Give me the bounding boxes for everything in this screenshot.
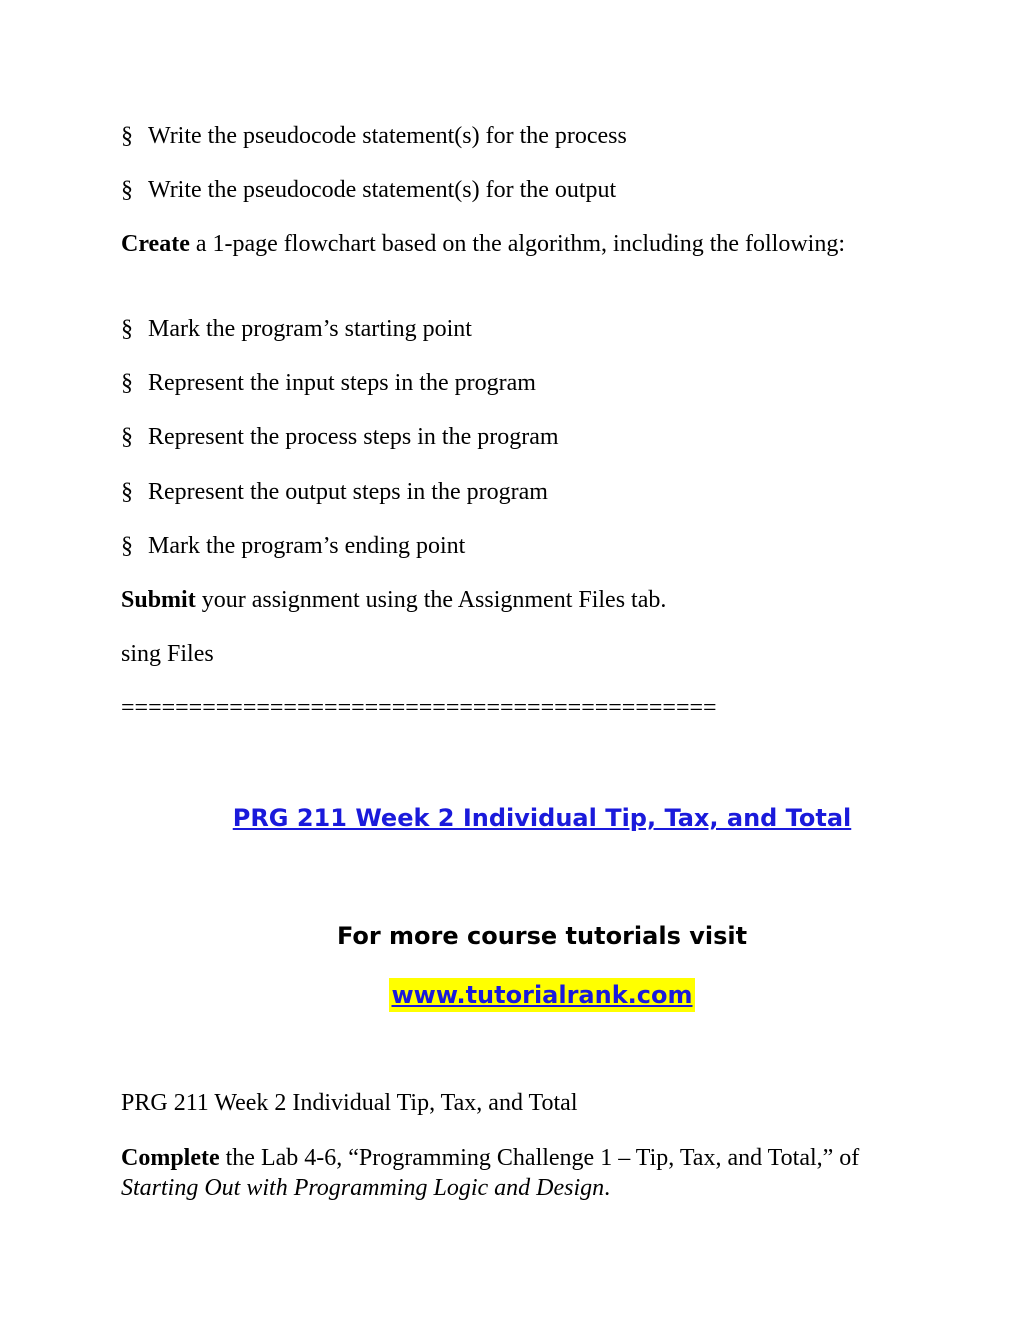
- course-title-link[interactable]: PRG 211 Week 2 Individual Tip, Tax, and Total: [232, 804, 852, 832]
- submit-keyword: Submit: [121, 587, 196, 613]
- tutorials-heading: For more course tutorials visit: [336, 922, 748, 950]
- bullet-text: Represent the output steps in the program: [148, 479, 548, 505]
- bullet-symbol: §: [121, 123, 133, 149]
- bullet-item: [121, 422, 559, 452]
- bullet-symbol: §: [121, 424, 133, 450]
- assignment-title: PRG 211 Week 2 Individual Tip, Tax, and Total: [121, 1090, 578, 1116]
- bullet-symbol: §: [121, 533, 133, 559]
- bullet-text: Write the pseudocode statement(s) for the output: [148, 177, 617, 203]
- create-text: a 1-page flowchart based on the algorithm, including the following:: [189, 231, 846, 257]
- site-link-wrapper: [0, 978, 1024, 1012]
- submit-paragraph: [121, 585, 666, 615]
- bullet-text: Represent the input steps in the program: [148, 370, 536, 396]
- complete-paragraph: [121, 1143, 861, 1203]
- bullet-item: [121, 368, 536, 398]
- create-paragraph: [121, 229, 881, 259]
- create-keyword: Create: [121, 231, 190, 257]
- bullet-text: Mark the program’s starting point: [148, 316, 472, 342]
- complete-keyword: Complete: [121, 1145, 220, 1171]
- separator-line: ============================================: [121, 695, 717, 721]
- bullet-item: [121, 477, 548, 507]
- bullet-item: [121, 531, 465, 561]
- bullet-symbol: §: [121, 316, 133, 342]
- bullet-symbol: §: [121, 479, 133, 505]
- bullet-item: [121, 314, 472, 344]
- bullet-item: [121, 121, 627, 151]
- bullet-text: Write the pseudocode statement(s) for the process: [148, 123, 627, 149]
- complete-text: the Lab 4-6, “Programming Challenge 1 – Tip, Tax, and Total,” of: [219, 1145, 860, 1171]
- complete-end: .: [604, 1175, 611, 1201]
- bullet-symbol: §: [121, 370, 133, 396]
- bullet-text: Mark the program’s ending point: [148, 533, 466, 559]
- site-url-link[interactable]: www.tutorialrank.com: [389, 978, 694, 1012]
- submit-text: your assignment using the Assignment Files tab.: [195, 587, 667, 613]
- book-title: Starting Out with Programming Logic and Design: [121, 1175, 605, 1201]
- bullet-text: Represent the process steps in the program: [148, 424, 559, 450]
- bullet-symbol: §: [121, 177, 133, 203]
- sing-files-text: sing Files: [121, 641, 214, 667]
- bullet-item: [121, 175, 616, 205]
